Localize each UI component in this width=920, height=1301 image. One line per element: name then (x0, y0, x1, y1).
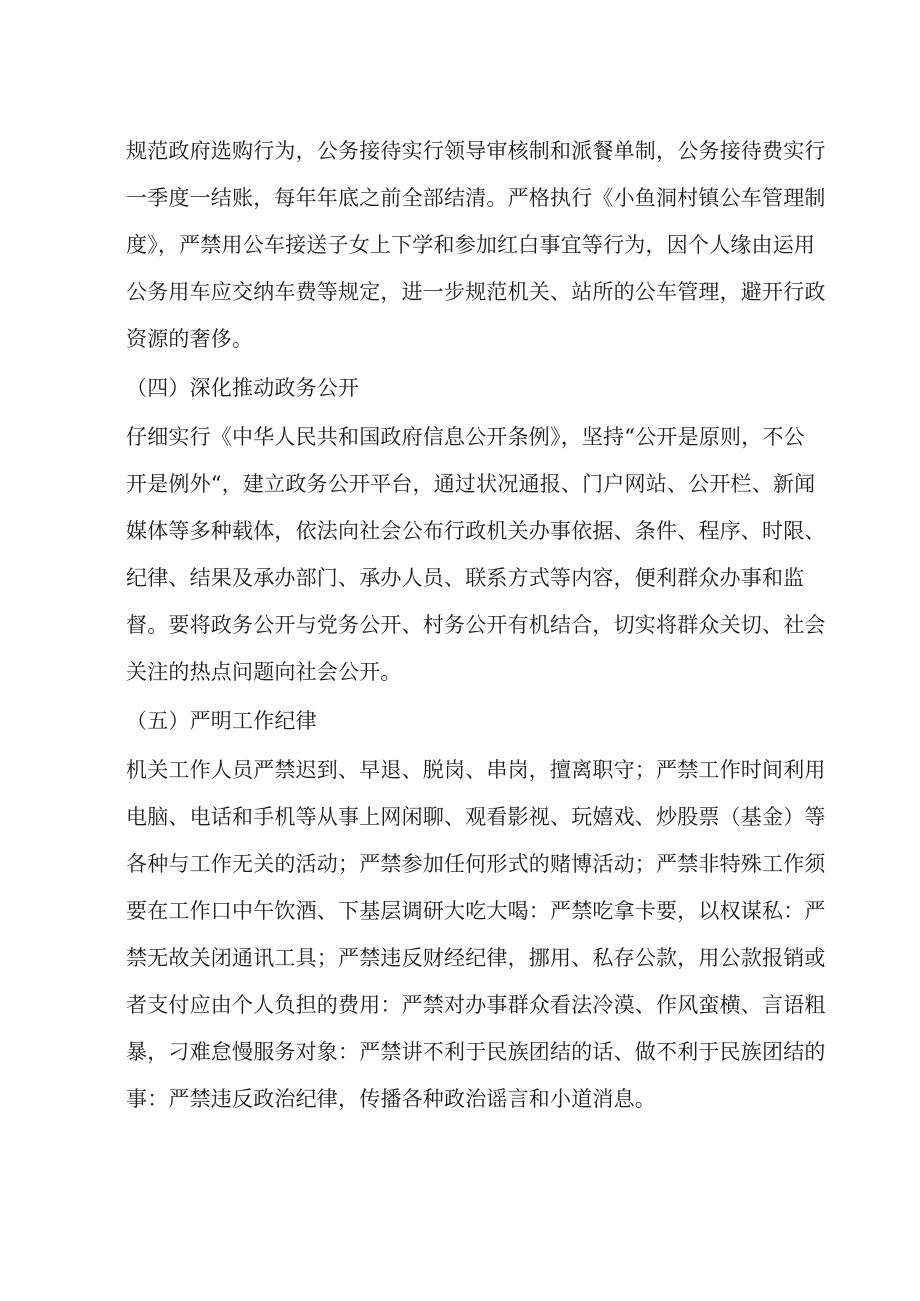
text-line: 一季度一结账，每年年底之前全部结清。严格执行《小鱼洞村镇公车管理制 (126, 186, 826, 210)
text-line: 纪律、结果及承办部门、承办人员、联系方式等内容，便利群众办事和监 (126, 566, 805, 590)
text-line: 电脑、电话和手机等从事上网闲聊、观看影视、玩嬉戏、炒股票（基金）等 (126, 805, 826, 829)
section-heading-5: （五）严明工作纪律 (126, 709, 317, 733)
text-line: 各种与工作无关的活动；严禁参加任何形式的赌博活动；严禁非特殊工作须 (126, 852, 826, 876)
text-line: 公务用车应交纳车费等规定，进一步规范机关、站所的公车管理，避开行政 (126, 280, 826, 304)
text-line: 暴，刁难怠慢服务对象：严禁讲不利于民族团结的话、做不利于民族团结的 (126, 1040, 826, 1064)
text-line: 度》，严禁用公车接送子女上下学和参加红白事宜等行为，因个人缘由运用 (126, 233, 816, 257)
text-line: 关注的热点问题向社会公开。 (126, 660, 402, 684)
text-line: 规范政府选购行为，公务接待实行领导审核制和派餐单制，公务接待费实行 (126, 139, 826, 163)
text-line: 开是例外“，建立政务公开平台，通过状况通报、门户网站、公开栏、新闻 (126, 472, 816, 496)
section-heading-4: （四）深化推动政务公开 (126, 376, 360, 400)
text-line: 仔细实行《中华人民共和国政府信息公开条例》，坚持“公开是原则，不公 (126, 425, 805, 449)
text-line: 事：严禁违反政治纪律，传播各种政治谣言和小道消息。 (126, 1087, 656, 1111)
text-line: 者支付应由个人负担的费用：严禁对办事群众看法冷漠、作风蛮横、言语粗 (126, 993, 826, 1017)
text-line: 媒体等多种载体，依法向社会公布行政机关办事依据、条件、程序、时限、 (126, 519, 826, 543)
text-line: 督。要将政务公开与党务公开、村务公开有机结合，切实将群众关切、社会 (126, 613, 826, 637)
text-line: 机关工作人员严禁迟到、早退、脱岗、串岗，擅离职守；严禁工作时间利用 (126, 758, 826, 782)
text-line: 资源的奢侈。 (126, 327, 254, 351)
text-line: 禁无故关闭通讯工具；严禁违反财经纪律，挪用、私存公款，用公款报销或 (126, 946, 826, 970)
text-line: 要在工作口中午饮酒、下基层调研大吃大喝：严禁吃拿卡要，以权谋私：严 (126, 899, 826, 923)
